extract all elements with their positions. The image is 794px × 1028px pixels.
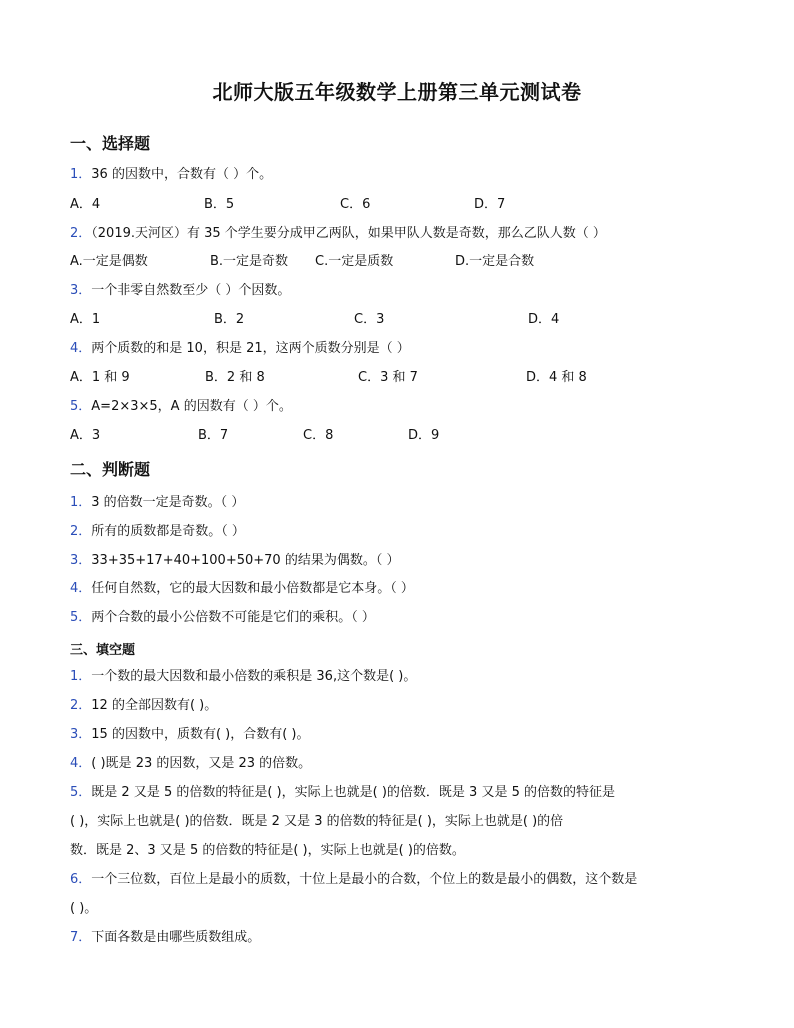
choice-2-option-a: A.一定是偶数 <box>70 254 148 269</box>
choice-5-option-d: D．9 <box>408 428 440 443</box>
fill-question-7 <box>70 929 260 947</box>
section-heading-fill: 三、填空题 <box>70 643 136 658</box>
fill-question-6-line-2: ( )。 <box>70 901 98 916</box>
choice-4-option-c: C．3 和 7 <box>358 370 418 385</box>
choice-5-option-b: B．7 <box>198 428 229 443</box>
choice-3-option-a: A．1 <box>70 312 101 327</box>
question-text: 一个非零自然数至少（ ）个因数。 <box>91 283 291 298</box>
choice-5-option-a: A．3 <box>70 428 101 443</box>
judge-question-1 <box>70 494 244 512</box>
question-number: 1． <box>70 495 92 510</box>
fill-question-5-line-2: ( )，实际上也就是( )的倍数．既是 2 又是 3 的倍数的特征是( )，实际上也就是( )的倍 <box>70 814 564 829</box>
question-text: 两个合数的最小公倍数不可能是它们的乘积。（ ） <box>91 610 375 625</box>
question-text: 一个三位数，百位上是最小的质数，十位上是最小的合数，个位上的数是最小的偶数，这个数是 <box>91 872 638 887</box>
question-number: 3． <box>70 727 92 742</box>
choice-3-option-b: B．2 <box>214 312 245 327</box>
question-text: （2019.天河区）有 35 个学生要分成甲乙两队，如果甲队人数是奇数，那么乙队人数（ ） <box>91 226 606 241</box>
question-number: 2． <box>70 226 92 241</box>
choice-question-1 <box>70 166 272 184</box>
judge-question-2 <box>70 523 245 541</box>
fill-question-3 <box>70 726 310 744</box>
choice-4-option-a: A．1 和 9 <box>70 370 130 385</box>
question-number: 2． <box>70 524 92 539</box>
choice-2-option-d: D.一定是合数 <box>455 254 535 269</box>
choice-question-5 <box>70 398 292 416</box>
question-number: 1． <box>70 669 92 684</box>
judge-question-5 <box>70 609 375 627</box>
question-text: 下面各数是由哪些质数组成。 <box>91 930 261 945</box>
question-number: 4． <box>70 581 92 596</box>
choice-question-4 <box>70 340 410 358</box>
page-title: 北师大版五年级数学上册第三单元测试卷 <box>212 80 582 104</box>
question-text: 一个数的最大因数和最小倍数的乘积是 36,这个数是( )。 <box>91 669 417 684</box>
question-number: 6． <box>70 872 92 887</box>
question-number: 7． <box>70 930 92 945</box>
choice-1-option-b: B．5 <box>204 197 235 212</box>
choice-3-option-d: D．4 <box>528 312 560 327</box>
choice-5-option-c: C．8 <box>303 428 334 443</box>
fill-question-2 <box>70 697 217 715</box>
fill-question-4 <box>70 755 311 773</box>
question-number: 2． <box>70 698 92 713</box>
question-text: ( )既是 23 的因数，又是 23 的倍数。 <box>91 756 312 771</box>
question-text: 所有的质数都是奇数。（ ） <box>91 524 245 539</box>
question-text: 既是 2 又是 5 的倍数的特征是( )，实际上也就是( )的倍数．既是 3 又是 5 的倍数的特征是 <box>91 785 615 800</box>
choice-1-option-a: A．4 <box>70 197 101 212</box>
fill-question-6-line-1 <box>70 871 637 889</box>
question-text: 两个质数的和是 10，积是 21，这两个质数分别是（ ） <box>91 341 410 356</box>
choice-question-2 <box>70 225 606 243</box>
choice-4-option-b: B．2 和 8 <box>205 370 265 385</box>
choice-2-option-c: C.一定是质数 <box>315 254 394 269</box>
question-number: 3． <box>70 283 92 298</box>
choice-question-3 <box>70 282 290 300</box>
question-text: 12 的全部因数有( )。 <box>91 698 218 713</box>
choice-4-option-d: D．4 和 8 <box>526 370 587 385</box>
section-heading-choice: 一、选择题 <box>70 134 151 153</box>
fill-question-5-line-1 <box>70 784 615 802</box>
question-number: 5． <box>70 610 92 625</box>
choice-3-option-c: C．3 <box>354 312 385 327</box>
question-number: 1． <box>70 167 92 182</box>
question-number: 5． <box>70 785 92 800</box>
question-text: A=2×3×5，A 的因数有（ ）个。 <box>91 399 292 414</box>
question-text: 33+35+17+40+100+50+70 的结果为偶数。（ ） <box>91 553 400 568</box>
question-text: 任何自然数，它的最大因数和最小倍数都是它本身。（ ） <box>91 581 414 596</box>
question-text: 15 的因数中，质数有( )，合数有( )。 <box>91 727 310 742</box>
judge-question-4 <box>70 580 414 598</box>
section-heading-judge: 二、判断题 <box>70 460 151 479</box>
choice-1-option-c: C．6 <box>340 197 371 212</box>
question-number: 3． <box>70 553 92 568</box>
choice-1-option-d: D．7 <box>474 197 506 212</box>
judge-question-3 <box>70 552 399 570</box>
question-number: 5． <box>70 399 92 414</box>
choice-2-option-b: B.一定是奇数 <box>210 254 289 269</box>
fill-question-1 <box>70 668 416 686</box>
question-text: 3 的倍数一定是奇数。（ ） <box>91 495 245 510</box>
question-number: 4． <box>70 341 92 356</box>
fill-question-5-line-3: 数．既是 2、3 又是 5 的倍数的特征是( )，实际上也就是( )的倍数。 <box>70 843 465 858</box>
question-number: 4． <box>70 756 92 771</box>
question-text: 36 的因数中，合数有（ ）个。 <box>91 167 273 182</box>
